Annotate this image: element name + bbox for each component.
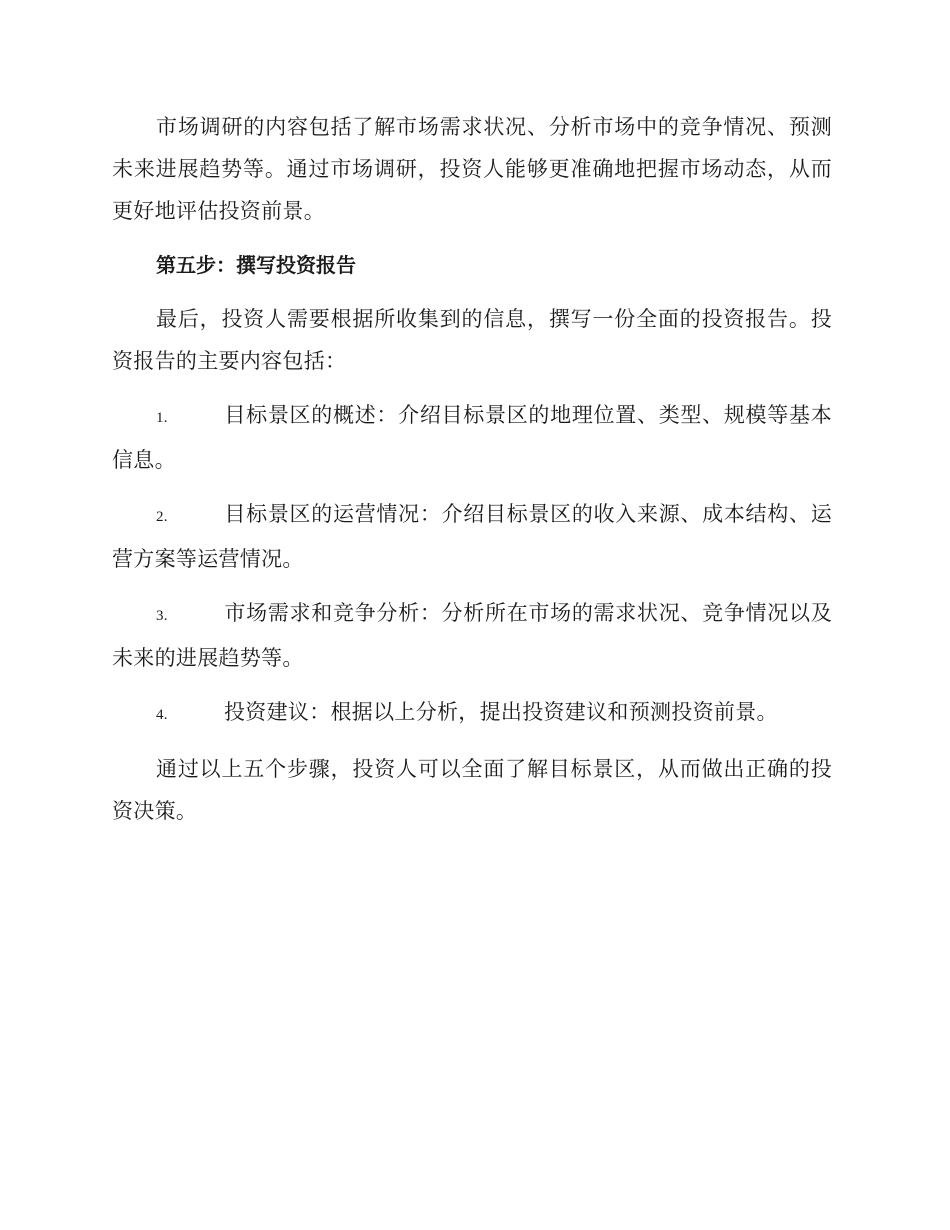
list-item: [112, 493, 832, 580]
list-text: 投资建议：根据以上分析，提出投资建议和预测投资前景。: [224, 700, 778, 724]
list-item: [112, 691, 832, 736]
paragraph-report-intro: 最后，投资人需要根据所收集到的信息，撰写一份全面的投资报告。投资报告的主要内容包括：: [112, 307, 832, 373]
list-number: 2.: [156, 509, 168, 525]
list-text: 市场需求和竞争分析：分析所在市场的需求状况、竞争情况以及未来的进展趋势等。: [112, 601, 832, 670]
list-text: 目标景区的概述：介绍目标景区的地理位置、类型、规模等基本信息。: [112, 403, 832, 472]
list-item: [112, 394, 832, 481]
list-number: 4.: [156, 707, 168, 723]
document-page: [112, 106, 832, 832]
section-heading: 第五步：撰写投资报告: [156, 253, 356, 277]
paragraph-market-research: 市场调研的内容包括了解市场需求状况、分析市场中的竞争情况、预测未来进展趋势等。通过市场调研，投资人能够更准确地把握市场动态，从而更好地评估投资前景。: [112, 115, 832, 223]
list-text: 目标景区的运营情况：介绍目标景区的收入来源、成本结构、运营方案等运营情况。: [112, 502, 832, 571]
paragraph-conclusion: 通过以上五个步骤，投资人可以全面了解目标景区，从而做出正确的投资决策。: [112, 757, 832, 823]
list-item: [112, 592, 832, 679]
list-number: 1.: [156, 410, 168, 426]
list-number: 3.: [156, 608, 168, 624]
